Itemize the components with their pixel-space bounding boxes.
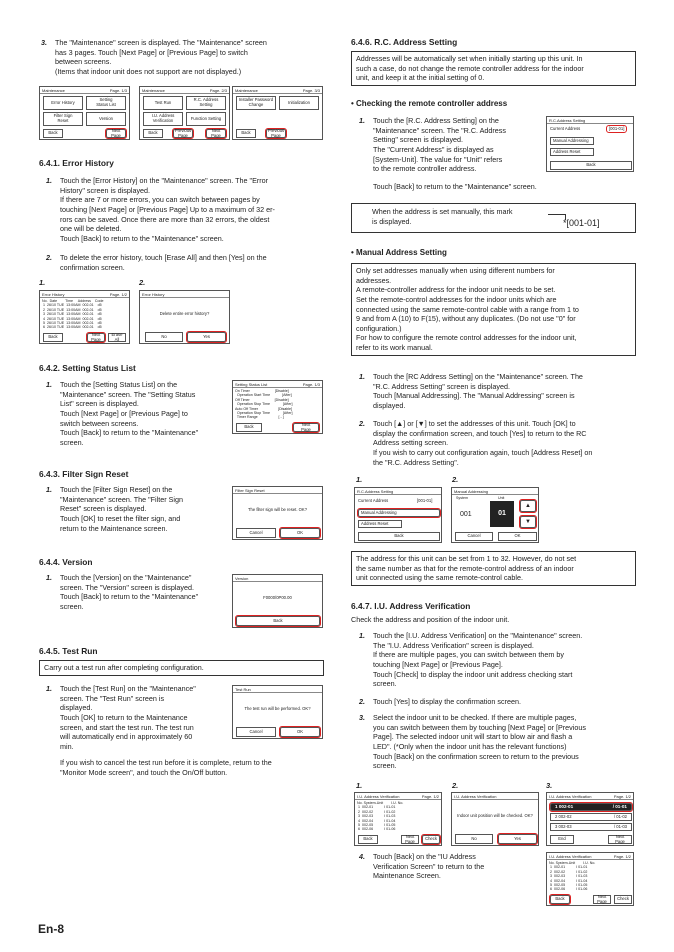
next-page-button[interactable]: Next Page (593, 895, 611, 904)
back-button[interactable]: Back (550, 895, 570, 904)
error-history-table: No. Date Time Address Code 1 26/10 TUE 13:00AM 002-01 d5 2 26/10 TUE 13:00AM 002-01 d5 3 26/10 TUE 13:00AM 002-01 d5 4 26/10 TUE 13:00AM 002-01 d5 5 26/10 TUE 13:00AM 002-01 d5 6 26/10 TUE 13:00AM 002-01 d5 (42, 299, 104, 330)
check-rc-address-step-1: 1. Touch the [R.C. Address Setting] on the "Maintenance" screen. The "R.C. Address Setting" screen is displayed. The "Current Address" is displayed as [System-Unit]. The value for "Unit" refers to the remote controller address. (359, 116, 506, 174)
error-history-button[interactable]: Error History (43, 96, 83, 110)
back-button[interactable]: Back (358, 835, 378, 844)
check-button[interactable]: Check (614, 895, 632, 904)
confirmation-message: Delete entire error history? (159, 311, 210, 316)
manual-address-mark: *[001-01] (563, 218, 600, 228)
back-button[interactable]: Back (143, 129, 163, 138)
system-value: 001 (460, 511, 472, 518)
address-reset-button[interactable]: Address Reset (550, 148, 594, 156)
back-button[interactable]: Back (236, 423, 262, 432)
maintenance-screen-page-3: Maintenance Page. 3/3 Installer Password Change Initialization Back Previous Page (232, 86, 323, 140)
test-run-note: Carry out a test run after completing configuration. (39, 660, 324, 676)
iu-intro: Check the address and position of the indoor unit. (351, 615, 510, 624)
iu-check-message: Indoor unit position will be checked. OK? (457, 813, 533, 818)
next-page-button[interactable]: Next Page (206, 129, 226, 138)
back-button[interactable]: Back (550, 161, 632, 170)
setting-status-list-screen: Setting Status List Page. 1/3 On Timer [Disable] Operation Start Time [After] Off Timer [Disable] Operation Stop Time [After] Auto Off Timer [Disable] Operation Stop Time [After] Timer Range [ - ] Back Next Page (232, 380, 323, 434)
iu-address-verification-heading: 6.4.7. I.U. Address Verification (351, 601, 471, 611)
figure-label-1: 1. (356, 475, 363, 484)
check-rc-address-step-1-back: Touch [Back] to return to the "Maintenance" screen. (373, 182, 537, 191)
version-button[interactable]: Version (86, 112, 126, 126)
yes-button[interactable]: Yes (498, 834, 537, 844)
version-screen: Version F0000/0P00.00 Back (232, 574, 323, 628)
manual-address-step-1: 1. Touch the [RC Address Setting] on the "Maintenance" screen. The "R.C. Address Setting" screen is displayed. Touch [Manual Addressing]. The "Manual Addressing" screen is displayed. (359, 372, 583, 410)
back-button[interactable]: Back (358, 532, 440, 541)
back-button[interactable]: Back (236, 129, 256, 138)
rc-address-setting-screen-2: R.C.Address Setting Current Address [001-01] Manual Addressing Address Reset Back (354, 487, 442, 543)
page-number: En-8 (38, 922, 65, 936)
function-setting-button[interactable]: Function Setting (186, 112, 226, 126)
version-heading: 6.4.4. Version (39, 557, 93, 567)
iu-address-verification-button[interactable]: I.U. Address Verification (143, 112, 183, 126)
manual-addressing-screen: Manual Addressing System Unit 001 01 ▲ ▼ Cancel OK (451, 487, 539, 543)
next-page-button[interactable]: Next Page (106, 129, 126, 138)
current-address-value: [001-01] (609, 126, 625, 131)
figure-label-1: 1. (39, 278, 46, 287)
iu-row-1-selected[interactable]: 1 002-01 / 01-01 (550, 803, 632, 811)
iu-address-table: No. System-Unit I.U. No. 1 002-01 I 01-01 2 002-02 I 01-02 3 002-03 I 01-03 4 002-04 I 01-04 5 002-05 I 01-05 6 002-06 I 01-06 (357, 801, 404, 832)
current-address-label: Current Address (550, 126, 581, 131)
setting-status-list-heading: 6.4.2. Setting Status List (39, 363, 136, 373)
address-reset-button[interactable]: Address Reset (358, 520, 402, 528)
rc-address-setting-button[interactable]: R.C. Address Setting (186, 96, 226, 110)
manual-address-step-2: 2. Touch [▲] or [▼] to set the addresses of this unit. Touch [OK] to display the confirmation screen, and touch [Yes] to return to the RC Address setting screen. If you wish to carry out configuration again, touch [Address Reset] on the "R.C. Address Setting". (359, 419, 593, 467)
up-arrow-button[interactable]: ▲ (520, 500, 536, 512)
error-history-step-2: 2. To delete the error history, touch [Erase All] and then [Yes] on the confirmation screen. (46, 253, 267, 272)
current-address-value: [001-01] (417, 498, 433, 503)
erase-confirmation-screen: Error History Delete entire error history? No Yes (139, 290, 230, 344)
checking-rc-address-heading: • Checking the remote controller address (351, 99, 508, 108)
down-arrow-button[interactable]: ▼ (520, 516, 536, 528)
back-button[interactable]: Back (236, 616, 320, 626)
figure-label-2: 2. (452, 475, 459, 484)
figure-label-1: 1. (356, 781, 363, 790)
version-number: F0000/0P00.00 (263, 595, 292, 600)
setting-status-table: On Timer [Disable] Operation Start Time [After] Off Timer [Disable] Operation Stop Time [After] Auto Off Timer [Disable] Operation Stop Time [After] Timer Range [ - ] (235, 389, 293, 420)
filter-sign-reset-step-1: 1. Touch the [Filter Sign Reset] on the "Maintenance" screen. The "Filter Sign Reset" screen is displayed. Touch [OK] to reset the filter sign, and return to the Maintenance screen. (46, 485, 183, 533)
next-page-button[interactable]: Next Page (87, 333, 105, 342)
end-button[interactable]: End (550, 835, 574, 844)
iu-select-unit-screen: I.U. Address Verification Page. 1/2 1 002-01 / 01-01 2 002-02 / 01-02 3 002-03 / 01-03 End Next Page (546, 792, 634, 846)
manual-addressing-button[interactable]: Manual Addressing (550, 137, 594, 145)
rc-address-setting-screen: R.C.Address Setting Current Address [001-01] Manual Addressing Address Reset Back (546, 116, 634, 172)
previous-page-button[interactable]: Previous Page (174, 127, 192, 138)
figure-label-3: 3. (546, 781, 553, 790)
iu-step-3: 3. Select the indoor unit to be checked. If there are multiple pages, you can switch between them by touching [Next Page] or [Previous Page]. The selected indoor unit will start to blow air and flash a LED". (*Only when the indoor unit has the relevant functions) Touch [Back] on the confirmation screen to return to the previous screen. (359, 713, 586, 771)
test-run-step-1: 1. Touch the [Test Run] on the "Maintenance" screen. The "Test Run" screen is displayed. Touch [OK] to return to the Maintenance screen, and start the test run. The test run will automatically end in approximately 60 min. (46, 684, 196, 751)
rc-address-setting-heading: 6.4.6. R.C. Address Setting (351, 37, 458, 47)
erase-all-button[interactable]: Erase All (108, 333, 126, 342)
iu-step-2: 2. Touch [Yes] to display the confirmation screen. (359, 697, 521, 706)
back-button[interactable]: Back (43, 333, 63, 342)
manual-addressing-button[interactable]: Manual Addressing (358, 509, 440, 517)
version-step-1: 1. Touch the [Version] on the "Maintenance" screen. The "Version" screen is displayed. Touch [Back] to return to the "Maintenance" screen. (46, 573, 199, 611)
no-button[interactable]: No (455, 834, 493, 844)
filter-sign-reset-heading: 6.4.3. Filter Sign Reset (39, 469, 129, 479)
ok-button[interactable]: OK (280, 727, 320, 737)
iu-step-4: 4. Touch [Back] on the "IU Address Verification Screen" to return to the Maintenance Screen. (359, 852, 485, 881)
installer-password-change-button[interactable]: Installer Password Change (236, 96, 276, 110)
test-run-screen: Test Run The test run will be performed. OK? Cancel OK (232, 685, 323, 739)
iu-check-confirmation-screen: I.U. Address Verification Indoor unit position will be checked. OK? No Yes (451, 792, 539, 846)
iu-row-3[interactable]: 3 002-03 / 01-03 (550, 823, 632, 831)
address-range-note: The address for this unit can be set from 1 to 32. However, do not set the same number as that for the remote-control address of an indoor unit connected using the same remote-control cable. (351, 551, 636, 586)
yes-button[interactable]: Yes (187, 332, 226, 342)
system-label: System (456, 496, 468, 500)
test-run-message: The test run will be performed. OK? (244, 706, 311, 711)
step-3-maintenance: 3. The "Maintenance" screen is displayed. The "Maintenance" screen has 3 pages. Touch [Next Page] or [Previous Page] to switch between screens. (Items that indoor unit does not support are not displayed.) (41, 38, 267, 76)
manual-address-mark-note: When the address is set manually, this mark is displayed. *[001-01] (351, 203, 636, 233)
previous-page-button[interactable]: Previous Page (267, 127, 285, 138)
cancel-button[interactable]: Cancel (455, 532, 493, 541)
figure-label-2: 2. (139, 278, 146, 287)
next-page-button[interactable]: Next Page (608, 835, 632, 844)
next-page-button[interactable]: Next Page (401, 835, 419, 844)
iu-row-2[interactable]: 2 002-02 / 01-02 (550, 813, 632, 821)
next-page-button[interactable]: Next Page (293, 423, 319, 432)
unit-label: Unit (498, 496, 505, 500)
test-run-heading: 6.4.5. Test Run (39, 646, 98, 656)
check-button[interactable]: Check (422, 835, 440, 844)
figure-label-2: 2. (452, 781, 459, 790)
error-history-heading: 6.4.1. Error History (39, 158, 114, 168)
setting-status-list-button[interactable]: Setting Status List (86, 96, 126, 110)
initialization-button[interactable]: Initialization (279, 96, 319, 110)
ok-button[interactable]: OK (498, 532, 537, 541)
ok-button[interactable]: OK (280, 528, 320, 538)
iu-address-verification-screen-back: I.U. Address Verification Page. 1/2 No. System-Unit I.U. No. 1 002-01 I 01-01 2 002-02 I 01-02 3 002-03 I 01-03 4 002-04 I 01-04 5 002-05 I 01-05 6 002-06 I 01-06 Back Next Page Check (546, 852, 634, 906)
iu-step-1: 1. Touch the [I.U. Address Verification] on the "Maintenance" screen. The "I.U. Address Verification" screen is displayed. If there are multiple pages, you can switch between them by touching [Next Page] or [Previous Page]. Touch [Check] to display the indoor unit address checking start screen. (359, 631, 583, 689)
maintenance-screen-page-2: Maintenance Page. 2/3 Test Run R.C. Address Setting I.U. Address Verification Function Setting Back Previous Page Next Page (139, 86, 230, 140)
error-history-screen: Error History Page. 1/2 No. Date Time Address Code 1 26/10 TUE 13:00AM 002-01 d5 2 26/10 TUE 13:00AM 002-01 d5 3 26/10 TUE 13:00AM 002-01 d5 4 26/10 TUE 13:00AM 002-01 d5 5 26/10 TUE 13:00AM 002-01 d5 6 26/10 TUE 13:00AM 002-01 d5 Back Next Page Erase All (39, 290, 130, 344)
unit-value: 01 (490, 501, 514, 527)
filter-sign-reset-button[interactable]: Filter Sign Reset (43, 112, 83, 126)
iu-address-verification-screen: I.U. Address Verification Page. 1/2 No. System-Unit I.U. No. 1 002-01 I 01-01 2 002-02 I 01-02 3 002-03 I 01-03 4 002-04 I 01-04 5 002-05 I 01-05 6 002-06 I 01-06 Back Next Page Check (354, 792, 442, 846)
cancel-button[interactable]: Cancel (236, 528, 276, 538)
setting-status-list-step-1: 1. Touch the [Setting Status List] on the "Maintenance" screen. The "Setting Status List" screen is displayed. Touch [Next Page] or [Previous Page] to switch between screens. Touch [Back] to return to the "Maintenance" screen. (46, 380, 199, 447)
test-run-step-1-cancel-note: If you wish to cancel the test run before it is complete, return to the "Monitor Mode screen", and touch the On/Off button. (60, 758, 272, 777)
rc-address-auto-note: Addresses will be automatically set when initially starting up this unit. In such a case, do not change the remote controller address for the indoor unit, and keep it at the initial setting of 0. (351, 51, 636, 86)
filter-sign-reset-screen: Filter Sign Reset The filter sign will be reset. OK? Cancel OK (232, 486, 323, 540)
current-address-label: Current Address (358, 498, 389, 503)
cancel-button[interactable]: Cancel (236, 727, 276, 737)
maintenance-screen-page-1: Maintenance Page. 1/3 Error History Setting Status List Filter Sign Reset Version Back Next Page (39, 86, 130, 140)
back-button[interactable]: Back (43, 129, 63, 138)
error-history-step-1: 1. Touch the [Error History] on the "Maintenance" screen. The "Error History" screen is displayed. If there are 7 or more errors, you can switch between pages by touching [Next Page] or [Previous Page] Up to a maximum of 32 er- rors can be saved. Once there are more than 32 errors, the oldest one will be deleted. Touch [Back] to return to the "Maintenance" screen. (46, 176, 275, 243)
filter-reset-message: The filter sign will be reset. OK? (247, 507, 308, 512)
manual-address-setting-heading: • Manual Address Setting (351, 248, 447, 257)
test-run-button[interactable]: Test Run (143, 96, 183, 110)
iu-address-table: No. System-Unit I.U. No. 1 002-01 I 01-01 2 002-02 I 01-02 3 002-03 I 01-03 4 002-04 I 01-04 5 002-05 I 01-05 6 002-06 I 01-06 (549, 861, 596, 892)
no-button[interactable]: No (145, 332, 183, 342)
manual-address-note: Only set addresses manually when using different numbers for addresses. A remote-controller address for the indoor unit needs to be set. Set the remote-control addresses for the indoor units which are connected using the same remote-control cable with a range from 1 to 9 and from A (10) to F(15), without any duplicates. (Do not use "0" for configuration.) For how to configure the remote control addresses for the indoor unit, refer to its work manual. (351, 263, 636, 356)
